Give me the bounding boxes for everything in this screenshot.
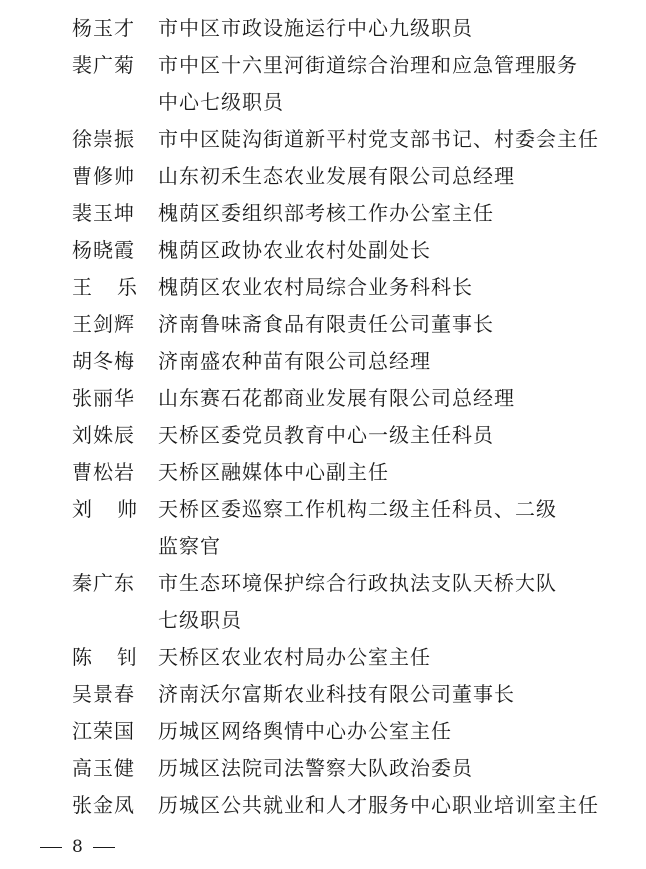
- person-name-part: 胡冬梅: [72, 349, 135, 373]
- person-position: [158, 787, 632, 824]
- person-name-part: 曹修帅: [72, 164, 135, 188]
- person-name: [72, 750, 158, 787]
- person-name: [72, 343, 158, 380]
- list-item: [72, 676, 632, 713]
- person-name-part: 杨晓霞: [72, 238, 135, 262]
- position-line: 监察官: [158, 534, 221, 558]
- person-name-part: 陈: [72, 645, 92, 669]
- position-line: 济南鲁味斋食品有限责任公司董事长: [158, 312, 494, 336]
- person-position: [158, 639, 632, 676]
- list-item: [72, 343, 632, 380]
- person-name: [72, 232, 158, 269]
- page-number: 8: [72, 837, 83, 857]
- footer-dash-left: [40, 847, 62, 848]
- person-name: [72, 491, 158, 528]
- person-name-part: 江荣国: [72, 719, 135, 743]
- person-position: [158, 676, 632, 713]
- person-name-part: 帅: [117, 497, 137, 521]
- person-position: [158, 713, 632, 750]
- position-line: 中心七级职员: [158, 90, 284, 114]
- list-item: [72, 10, 632, 47]
- person-position: [158, 343, 632, 380]
- person-name: [72, 417, 158, 454]
- position-line: 天桥区融媒体中心副主任: [158, 460, 389, 484]
- person-name-part: 裴玉坤: [72, 201, 135, 225]
- position-line: 市中区十六里河街道综合治理和应急管理服务: [158, 53, 578, 77]
- position-line: 天桥区委巡察工作机构二级主任科员、二级: [158, 497, 557, 521]
- person-name-part: 秦广东: [72, 571, 135, 595]
- list-item: [72, 491, 632, 565]
- list-item: [72, 454, 632, 491]
- position-line: 市中区市政设施运行中心九级职员: [158, 16, 473, 40]
- person-name: [72, 47, 158, 84]
- position-line: 七级职员: [158, 608, 242, 632]
- person-name: [72, 158, 158, 195]
- position-line: 历城区法院司法警察大队政治委员: [158, 756, 473, 780]
- list-item: [72, 787, 632, 824]
- list-item: [72, 47, 632, 121]
- person-name-part: 钊: [117, 645, 137, 669]
- person-name-part: 刘: [72, 497, 92, 521]
- position-line: 山东初禾生态农业发展有限公司总经理: [158, 164, 515, 188]
- person-name-part: 乐: [117, 275, 137, 299]
- list-item: [72, 121, 632, 158]
- person-position: [158, 491, 632, 565]
- position-line: 槐荫区委组织部考核工作办公室主任: [158, 201, 494, 225]
- position-line: 市生态环境保护综合行政执法支队天桥大队: [158, 571, 557, 595]
- person-name: [72, 380, 158, 417]
- person-name-part: 杨玉才: [72, 16, 135, 40]
- person-name: [72, 713, 158, 750]
- person-name-part: 王: [72, 275, 92, 299]
- position-line: 济南沃尔富斯农业科技有限公司董事长: [158, 682, 515, 706]
- person-name-part: 裴广菊: [72, 53, 135, 77]
- list-item: [72, 232, 632, 269]
- person-name: [72, 565, 158, 602]
- position-line: 槐荫区农业农村局综合业务科科长: [158, 275, 473, 299]
- list-item: [72, 195, 632, 232]
- list-item: [72, 306, 632, 343]
- person-position: [158, 565, 632, 639]
- position-line: 山东赛石花都商业发展有限公司总经理: [158, 386, 515, 410]
- list-item: [72, 158, 632, 195]
- list-item: [72, 565, 632, 639]
- person-name: [72, 787, 158, 824]
- person-name: [72, 195, 158, 232]
- person-name-part: 徐崇振: [72, 127, 135, 151]
- person-name-part: 王剑辉: [72, 312, 135, 336]
- person-name: [72, 639, 158, 676]
- person-position: [158, 47, 632, 121]
- person-position: [158, 306, 632, 343]
- page-footer: [40, 836, 115, 858]
- person-name: [72, 454, 158, 491]
- list-item: [72, 380, 632, 417]
- person-name: [72, 10, 158, 47]
- person-position: [158, 121, 632, 158]
- person-position: [158, 195, 632, 232]
- person-position: [158, 454, 632, 491]
- person-name-part: 张金凤: [72, 793, 135, 817]
- position-line: 天桥区农业农村局办公室主任: [158, 645, 431, 669]
- person-name-part: 吴景春: [72, 682, 135, 706]
- person-position: [158, 380, 632, 417]
- person-position: [158, 158, 632, 195]
- list-item: [72, 750, 632, 787]
- position-line: 历城区公共就业和人才服务中心职业培训室主任: [158, 793, 599, 817]
- person-position: [158, 417, 632, 454]
- list-item: [72, 269, 632, 306]
- personnel-list: [72, 10, 632, 824]
- person-position: [158, 750, 632, 787]
- position-line: 历城区网络舆情中心办公室主任: [158, 719, 452, 743]
- list-item: [72, 639, 632, 676]
- position-line: 槐荫区政协农业农村处副处长: [158, 238, 431, 262]
- list-item: [72, 417, 632, 454]
- person-name: [72, 121, 158, 158]
- person-name: [72, 269, 158, 306]
- position-line: 市中区陡沟街道新平村党支部书记、村委会主任: [158, 127, 599, 151]
- list-item: [72, 713, 632, 750]
- footer-dash-right: [93, 847, 115, 848]
- position-line: 济南盛农种苗有限公司总经理: [158, 349, 431, 373]
- person-name-part: 刘姝辰: [72, 423, 135, 447]
- person-name-part: 曹松岩: [72, 460, 135, 484]
- person-position: [158, 269, 632, 306]
- position-line: 天桥区委党员教育中心一级主任科员: [158, 423, 494, 447]
- person-name: [72, 306, 158, 343]
- person-position: [158, 10, 632, 47]
- person-name-part: 高玉健: [72, 756, 135, 780]
- person-name-part: 张丽华: [72, 386, 135, 410]
- person-position: [158, 232, 632, 269]
- person-name: [72, 676, 158, 713]
